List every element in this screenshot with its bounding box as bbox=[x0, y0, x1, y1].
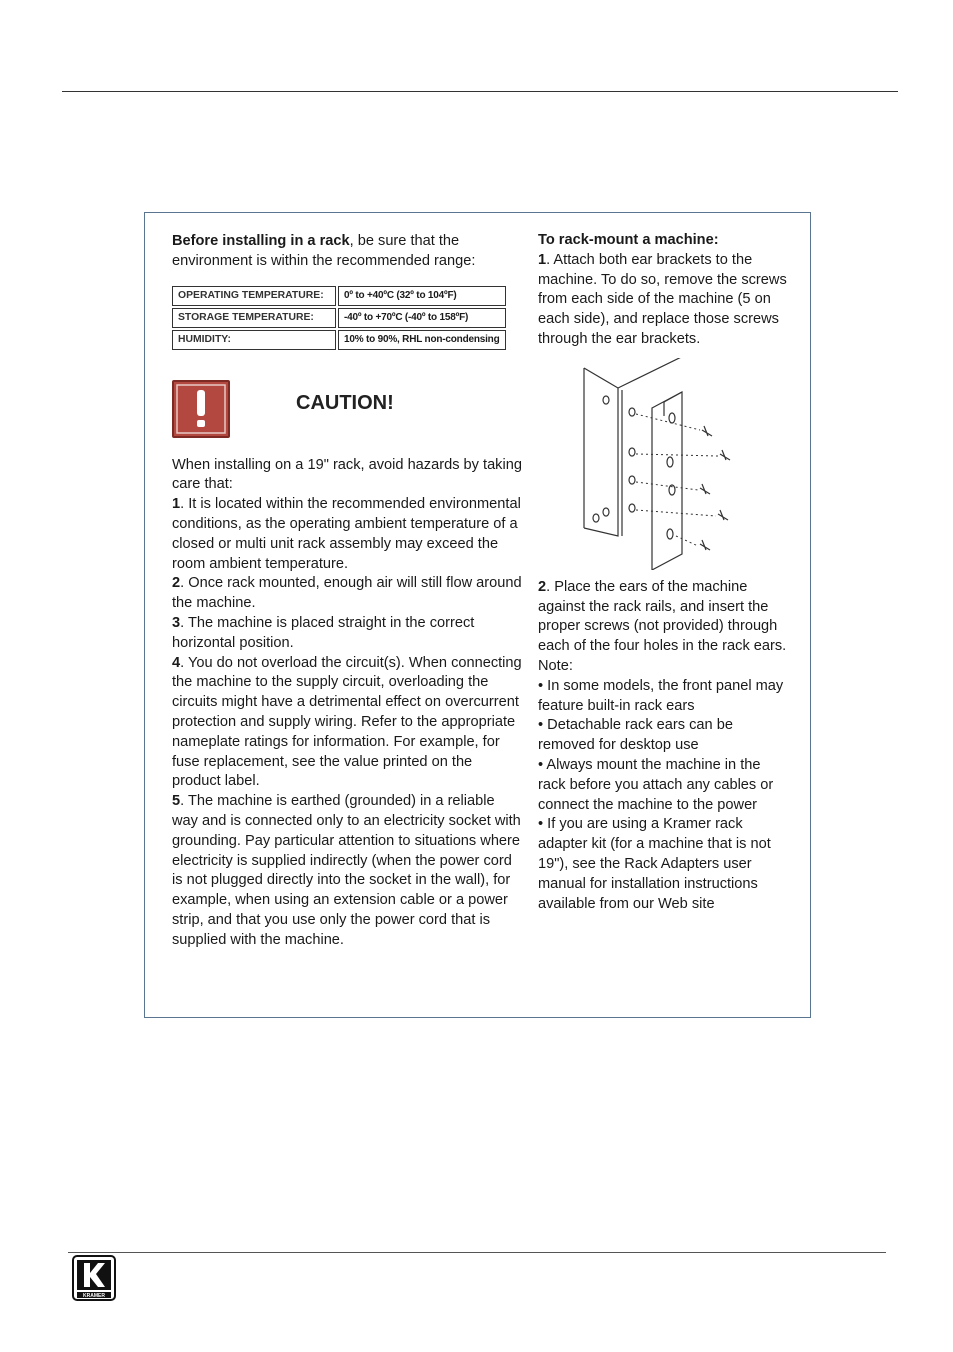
step-text: . Attach both ear brackets to the machine. To do so, remove the screws from each side of the machine (5 on each side), and replace those screws through the ear brackets. bbox=[538, 251, 787, 347]
note-label: Note: bbox=[538, 657, 573, 674]
caution-header bbox=[172, 380, 522, 456]
caution-intro: When installing on a 19" rack, avoid hazards by taking care that: bbox=[172, 456, 522, 493]
note-item: • If you are using a Kramer rack adapter kit (for a machine that is not 19"), see the Rack Adapters user manual for installation instructions available from our Web site bbox=[538, 816, 771, 912]
caution-item-5 bbox=[172, 792, 522, 950]
caution-title: CAUTION! bbox=[296, 391, 394, 414]
table-row bbox=[172, 330, 506, 350]
caution-item-number: 2 bbox=[172, 575, 181, 592]
note-item: • Detachable rack ears can be removed for desktop use bbox=[538, 717, 733, 754]
rack-ear-bracket-illustration bbox=[582, 358, 782, 570]
rack-mount-heading bbox=[538, 231, 788, 251]
step-number: 1 bbox=[538, 251, 547, 268]
caution-item-number: 1 bbox=[172, 496, 181, 513]
table-row bbox=[172, 286, 506, 306]
env-label-operating: OPERATING TEMPERATURE: bbox=[172, 286, 336, 306]
step-number: 2 bbox=[538, 578, 547, 595]
note-item: • Always mount the machine in the rack before you attach any cables or connect the machine to the power bbox=[538, 756, 774, 813]
env-value-storage: -40º to +70ºC (-40º to 158ºF) bbox=[338, 308, 506, 328]
environment-table bbox=[170, 284, 508, 352]
kramer-logo-text: KRAMER bbox=[83, 1293, 105, 1299]
caution-item-2 bbox=[172, 574, 522, 614]
rack-step-2 bbox=[538, 578, 788, 657]
caution-item-number: 4 bbox=[172, 654, 181, 671]
caution-item-text: . You do not overload the circuit(s). When connecting the machine to the supply circuit, overloading the circuits might have a detrimental effect on overcurrent protection and supply wiring. Refer to the appropriate nameplate ratings for information. For example, for fuse replacement, see the value printed on the product label. bbox=[172, 654, 522, 790]
env-label-humidity: HUMIDITY: bbox=[172, 330, 336, 350]
caution-item-text: . The machine is placed straight in the correct horizontal position. bbox=[172, 614, 475, 651]
footer-rule bbox=[68, 1252, 886, 1253]
kramer-logo-icon bbox=[72, 1255, 116, 1301]
caution-item-text: . It is located within the recommended environmental conditions, as the operating ambient temperature of a closed or multi unit rack assembly may exceed the room ambient temperature. bbox=[172, 496, 521, 572]
caution-item-number: 5 bbox=[172, 793, 181, 810]
caution-item-text: . The machine is earthed (grounded) in a reliable way and is connected only to an electricity socket with grounding. Pay particular attention to situations where electricity is supplied indirectly (when the power cord is not plugged directly into the socket in the wall), for example, when using an extension cable or a power strip, and that you use only the power cord that is supplied with the machine. bbox=[172, 793, 521, 948]
env-label-storage: STORAGE TEMPERATURE: bbox=[172, 308, 336, 328]
caution-item-3 bbox=[172, 614, 522, 654]
env-value-operating: 0º to +40ºC (32º to 104ºF) bbox=[338, 286, 506, 306]
rack-env-intro-text: , be sure that the environment is within the recommended range: bbox=[172, 233, 476, 269]
caution-item-1 bbox=[172, 495, 522, 574]
table-row bbox=[172, 308, 506, 328]
exclamation-warning-icon bbox=[172, 380, 230, 438]
env-value-humidity: 10% to 90%, RHL non-condensing bbox=[338, 330, 506, 350]
rack-env-intro-bold: Before installing in a rack bbox=[172, 233, 350, 249]
caution-item-number: 3 bbox=[172, 614, 181, 631]
caution-item-4 bbox=[172, 654, 522, 793]
caution-item-text: . Once rack mounted, enough air will still flow around the machine. bbox=[172, 575, 522, 612]
rack-mount-info-box bbox=[144, 212, 811, 1018]
rack-mount-heading-text: To rack-mount a machine: bbox=[538, 232, 719, 248]
rack-step-1 bbox=[538, 251, 788, 350]
step-text: . Place the ears of the machine against the rack rails, and insert the proper screws (not provided) through each of the four holes in the rack ears. bbox=[538, 578, 787, 655]
left-column bbox=[172, 232, 522, 951]
right-column bbox=[538, 231, 788, 914]
rack-env-intro bbox=[172, 232, 522, 272]
note-item: • In some models, the front panel may feature built-in rack ears bbox=[538, 677, 784, 714]
header-rule bbox=[62, 91, 898, 92]
